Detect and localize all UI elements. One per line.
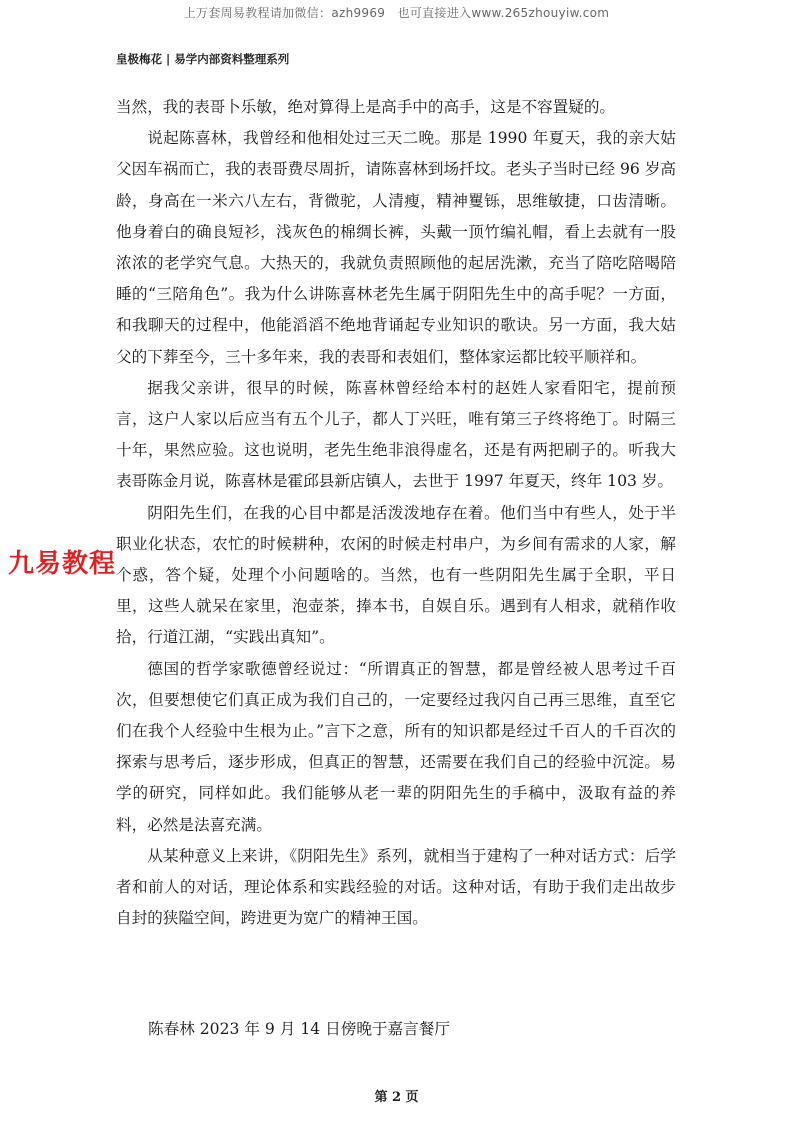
watermark-logo: 九易教程 xyxy=(8,549,117,579)
body-text xyxy=(116,92,676,934)
top-banner: 上万套周易教程请加微信：azh9969 也可直接进入www.265zhouyiw.com xyxy=(183,6,610,20)
paragraph-1: 当然，我的表哥卜乐敏，绝对算得上是高手中的高手，这是不容置疑的。 xyxy=(116,98,616,116)
paragraph-6: 从某种意义上来讲，《阴阳先生》系列，就相当于建构了一种对话方式：后学者和前人的对话，理论体系和实践经验的对话。这种对话，有助于我们走出故步自封的狭隘空间，跨进更为宽广的精神王国。 xyxy=(116,846,676,928)
paragraph-3: 据我父亲讲，很早的时候，陈喜林曾经给本村的赵姓人家看阳宅，提前预言，这户人家以后应当有五个儿子，都人丁兴旺，唯有第三子终将绝丁。时隔三十年，果然应验。这也说明，老先生绝非浪得虚名，还是有两把刷子的。听我大表哥陈金月说，陈喜林是霍邱县新店镇人，去世于 1997 年夏天，终年 103 岁。 xyxy=(116,378,676,491)
paragraph-2: 说起陈喜林，我曾经和他相处过三天二晚。那是 1990 年夏天，我的亲大姑父因车祸而亡，我的表哥费尽周折，请陈喜林到场扦坟。老头子当时已经 96 岁高龄，身高在一米六八左右，背微驼，人清瘦，精神矍铄，思维敏捷，口齿清晰。他身着白的确良短衫，浅灰色的棉绸长裤，头戴一顶竹编礼帽，看上去就有一股浓浓的老学究气息。大热天的，我就负责照顾他的起居洗漱，充当了陪吃陪喝陪睡的“三陪角色”。我为什么讲陈喜林老先生属于阴阳先生中的高手呢？一方面，和我聊天的过程中，他能滔滔不绝地背诵起专业知识的歌诀。另一方面，我大姑父的下葬至今，三十多年来，我的表哥和表姐们，整体家运都比较平顺祥和。 xyxy=(116,129,676,366)
signature-line: 陈春林 2023 年 9 月 14 日傍晚于嘉言餐厅 xyxy=(148,1020,450,1038)
paragraph-5: 德国的哲学家歌德曾经说过：“所谓真正的智慧，都是曾经被人思考过千百次，但要想使它们真正成为我们自己的，一定要经过我闪自己再三思维，直至它们在我个人经验中生根为止。”言下之意，所有的知识都是经过千百人的千百次的探索与思考后，逐步形成，但真正的智慧，还需要在我们自己的经验中沉淀。易学的研究，同样如此。我们能够从老一辈的阴阳先生的手稿中，汲取有益的养料，必然是法喜充满。 xyxy=(116,659,676,834)
series-header: 皇极梅花 | 易学内部资料整理系列 xyxy=(116,52,290,66)
page-number: 第 2 页 xyxy=(374,1090,419,1105)
paragraph-4: 阴阳先生们，在我的心目中都是活泼泼地存在着。他们当中有些人，处于半职业化状态，农忙的时候耕种，农闲的时候走村串户，为乡间有需求的人家，解个惑，答个疑，处理个小问题啥的。当然，也有一些阴阳先生属于全职，平日里，这些人就呆在家里，泡壶茶，捧本书，自娱自乐。遇到有人相求，就稍作收拾，行道江湖，“实践出真知”。 xyxy=(116,503,676,647)
